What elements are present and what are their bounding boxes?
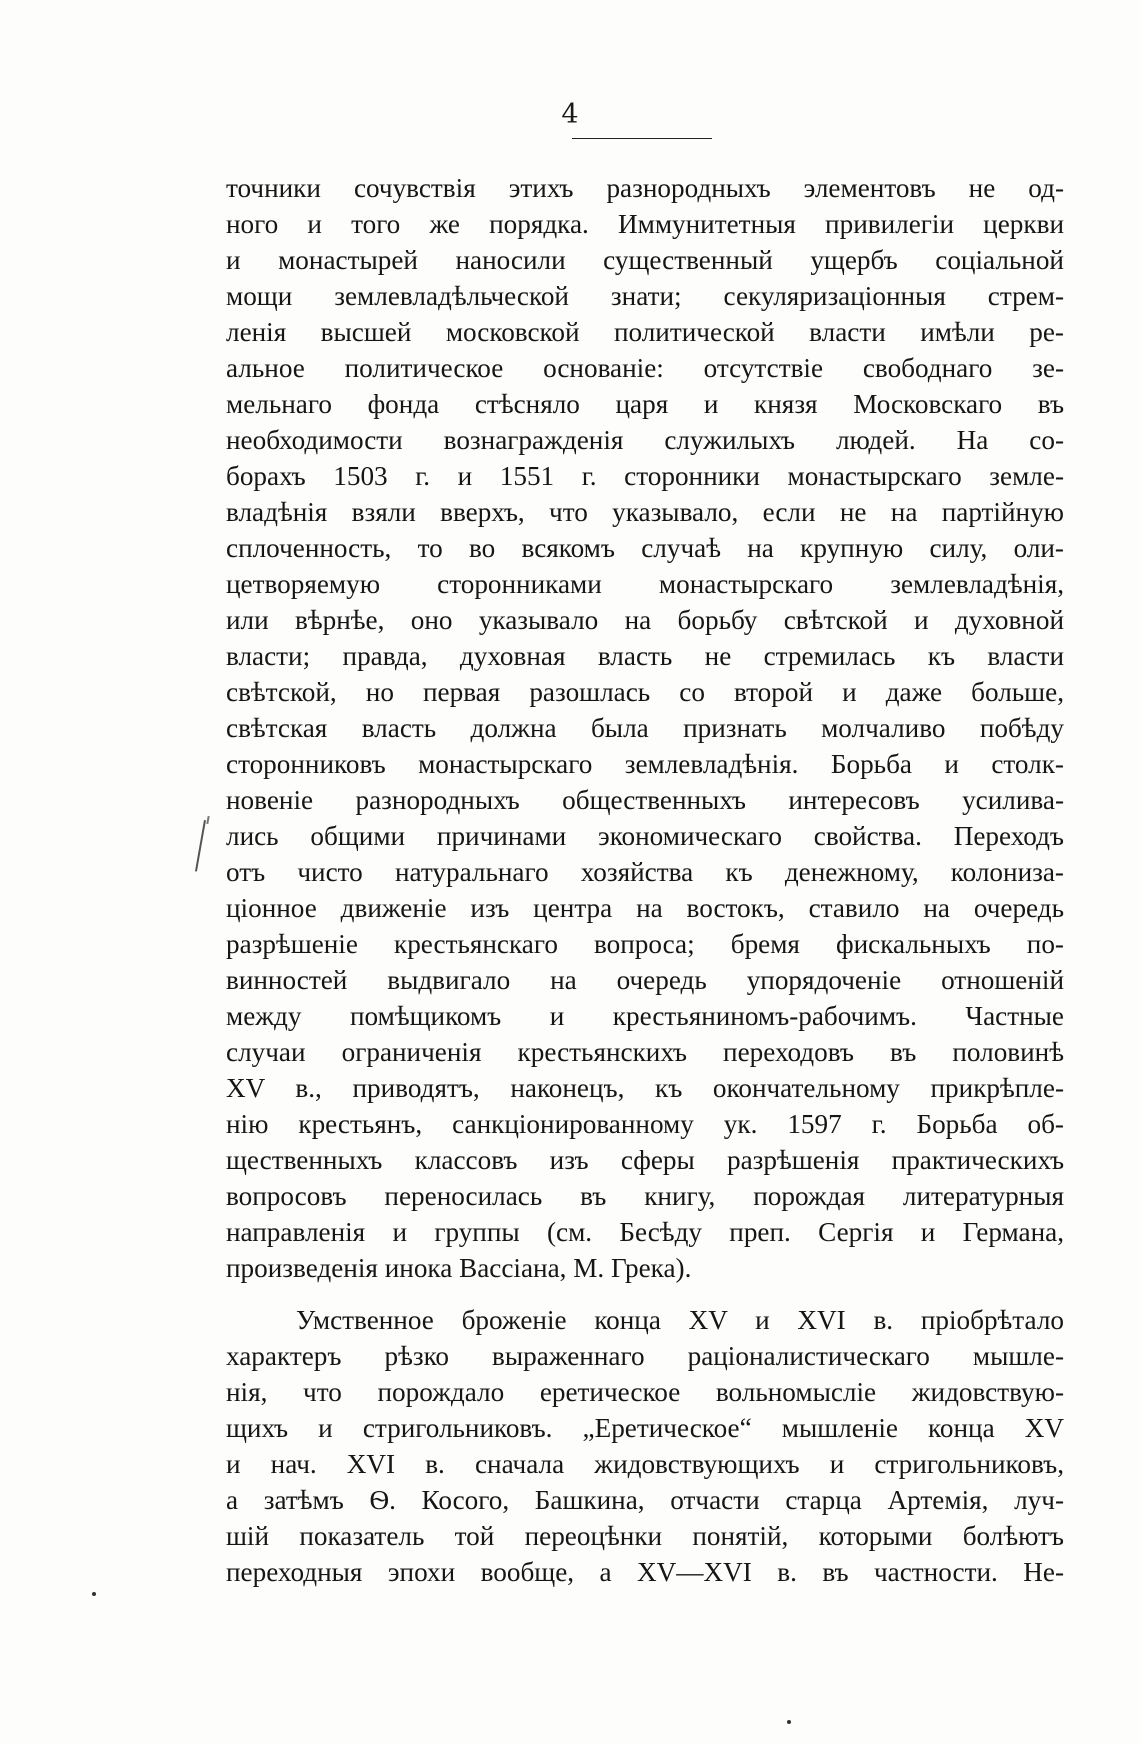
text-line: лись общими причинами экономическаго свойства. Переходъ bbox=[226, 821, 1064, 851]
text-line: и монастырей наносили существенный ущербъ соціальной bbox=[226, 245, 1064, 275]
text-line: направленія и группы (см. Бесѣду преп. Сергія и Германа, bbox=[226, 1217, 1064, 1247]
text-line: свѣтской, но первая разошлась со второй и даже больше, bbox=[226, 677, 1064, 707]
text-line: сплоченность, то во всякомъ случаѣ на крупную силу, оли- bbox=[226, 533, 1064, 563]
text-line: альное политическое основаніе: отсутствіе свободнаго зе- bbox=[226, 353, 1064, 383]
text-line: характеръ рѣзко выраженнаго раціоналистическаго мышле- bbox=[226, 1341, 1064, 1371]
text-line: ленія высшей московской политической власти имѣли ре- bbox=[226, 317, 1064, 347]
text-line: произведенія инока Вассіана, М. Грека). bbox=[226, 1253, 692, 1283]
paper-speck bbox=[787, 1720, 791, 1724]
text-line: власти; правда, духовная власть не стремилась къ власти bbox=[226, 641, 1064, 671]
text-line: ного и того же порядка. Иммунитетныя привилегіи церкви bbox=[226, 209, 1064, 239]
text-line: переходныя эпохи вообще, а XV—XVI в. въ частности. Не- bbox=[226, 1557, 1064, 1587]
text-line: щественныхъ классовъ изъ сферы разрѣшенія практическихъ bbox=[226, 1145, 1064, 1175]
text-line: винностей выдвигало на очередь упорядоченіе отношеній bbox=[226, 965, 1064, 995]
text-line: шій показатель той переоцѣнки понятій, которыми болѣютъ bbox=[226, 1521, 1064, 1551]
paper-speck bbox=[92, 1592, 96, 1596]
text-line: цетворяемую сторонниками монастырскаго землевладѣнія, bbox=[226, 569, 1064, 599]
text-line: нія, что порождало еретическое вольномысліе жидовствую- bbox=[226, 1377, 1064, 1407]
text-line: владѣнія взяли вверхъ, что указывало, если не на партійную bbox=[226, 497, 1064, 527]
text-line: необходимости вознагражденія служилыхъ людей. На со- bbox=[226, 425, 1064, 455]
text-line: а затѣмъ Ѳ. Косого, Башкина, отчасти старца Артемія, луч- bbox=[226, 1485, 1064, 1515]
body-text bbox=[226, 170, 1064, 1590]
text-line: ціонное движеніе изъ центра на востокъ, ставило на очередь bbox=[226, 893, 1064, 923]
text-line: вопросовъ переносилась въ книгу, порождая литературныя bbox=[226, 1181, 1064, 1211]
text-line: нію крестьянъ, санкціонированному ук. 1597 г. Борьба об- bbox=[226, 1109, 1064, 1139]
paragraph-2 bbox=[226, 1302, 1064, 1590]
margin-pencil-mark bbox=[195, 820, 206, 872]
text-line: мельнаго фонда стѣсняло царя и князя Московскаго въ bbox=[226, 389, 1064, 419]
text-line: отъ чисто натуральнаго хозяйства къ денежному, колониза- bbox=[226, 857, 1064, 887]
text-line: и нач. XVI в. сначала жидовствующихъ и стригольниковъ, bbox=[226, 1449, 1064, 1479]
paragraph-spacer bbox=[226, 1286, 1064, 1302]
text-line: мощи землевладѣльческой знати; секуляризаціонныя стрем- bbox=[226, 281, 1064, 311]
paragraph-1 bbox=[226, 170, 1064, 1286]
text-line: сторонниковъ монастырскаго землевладѣнія. Борьба и столк- bbox=[226, 749, 1064, 779]
text-line: или вѣрнѣе, оно указывало на борьбу свѣтской и духовной bbox=[226, 605, 1064, 635]
margin-pencil-tick bbox=[206, 816, 209, 824]
text-line: новеніе разнородныхъ общественныхъ интересовъ усилива- bbox=[226, 785, 1064, 815]
text-line: случаи ограниченія крестьянскихъ переходовъ въ половинѣ bbox=[226, 1037, 1064, 1067]
text-line: борахъ 1503 г. и 1551 г. сторонники монастырскаго земле- bbox=[226, 461, 1064, 491]
text-line: свѣтская власть должна была признать молчаливо побѣду bbox=[226, 713, 1064, 743]
text-line: между помѣщикомъ и крестьяниномъ-рабочимъ. Частные bbox=[226, 1001, 1064, 1031]
page-number-rule bbox=[572, 138, 712, 139]
text-line: разрѣшеніе крестьянскаго вопроса; бремя фискальныхъ по- bbox=[226, 929, 1064, 959]
text-line: щихъ и стригольниковъ. „Еретическое“ мышленіе конца XV bbox=[226, 1413, 1064, 1443]
page-number: 4 bbox=[561, 99, 579, 130]
text-line: точники сочувствія этихъ разнородныхъ элементовъ не од- bbox=[226, 173, 1064, 203]
text-line: Умственное броженіе конца XV и XVI в. пріобрѣтало bbox=[296, 1305, 1064, 1335]
text-line: XV в., приводятъ, наконецъ, къ окончательному прикрѣпле- bbox=[226, 1073, 1064, 1103]
